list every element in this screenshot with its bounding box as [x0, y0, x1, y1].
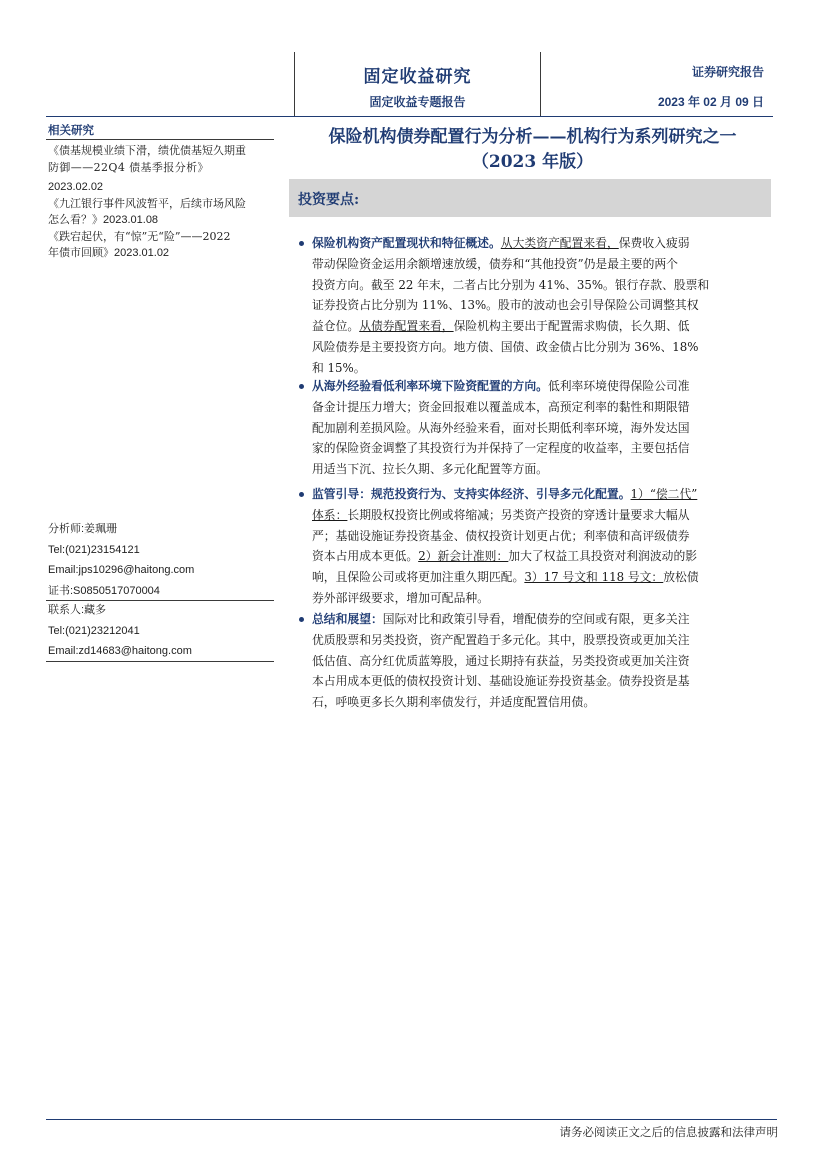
- contact-name: 联系人:藏多: [48, 604, 107, 616]
- paragraph-text: 保费收入疲弱: [618, 236, 690, 250]
- footer-rule: [46, 1119, 777, 1120]
- paragraph-line: [312, 546, 764, 567]
- paragraph-lead: 总结和展望：: [312, 612, 383, 626]
- paragraph-text: 石，呼唤更多长久期利率债发行，并适度配置信用债。: [312, 695, 596, 710]
- paragraph-text: 低估值、高分红优质蓝筹股，通过长期持有获益，另类投资或更加关注资: [312, 653, 690, 668]
- header-right-date: 2023 年 02 月 09 日: [657, 95, 764, 109]
- related-item[interactable]: [48, 143, 270, 196]
- paragraph-line: [312, 459, 764, 480]
- related-item[interactable]: [48, 229, 270, 262]
- related-research-list: [48, 143, 270, 262]
- paragraph-lead: 监管引导：规范投资行为、支持实体经济、引导多元化配置。: [312, 487, 631, 501]
- bullet-icon: [299, 241, 304, 246]
- report-title: [290, 125, 775, 175]
- paragraph-underlined: 3）17 号文和 118 号文：: [524, 570, 664, 585]
- paragraph-text: 益仓位。: [312, 319, 360, 334]
- paragraph-line: [312, 337, 764, 358]
- related-item-date: 2023.01.02: [114, 247, 170, 259]
- paragraph-line: [312, 418, 764, 439]
- header-divider-right: [540, 52, 541, 116]
- contact-email[interactable]: Email:zd14683@haitong.com: [48, 645, 192, 657]
- key-points-label: 投资要点:: [298, 192, 360, 208]
- analyst-name: 分析师:姜珮珊: [48, 523, 118, 535]
- paragraph-line: [312, 651, 764, 672]
- header-divider-left: [294, 52, 295, 116]
- paragraph-lines: [312, 233, 764, 379]
- paragraph-line: [312, 505, 764, 526]
- paragraph-text: 放松债: [663, 570, 699, 585]
- paragraph-line: [312, 630, 764, 651]
- related-item-date: 2023.01.08: [103, 214, 159, 226]
- paragraph-regulation: [312, 484, 764, 609]
- paragraph-text: 配加剧利差损风险。从海外经验来看，面对长期低利率环境，海外发达国: [312, 420, 690, 435]
- paragraph-text: 长期股权投资比例或将缩减；另类资产投资的穿透计量要求大幅从: [347, 507, 690, 522]
- report-title-line2: （2023 年版）: [471, 152, 594, 172]
- paragraph-text: 证券投资占比分别为 11%、13%。股市的波动也会引导保险公司调整其权: [312, 298, 699, 313]
- contact-rule: [46, 661, 274, 662]
- related-item-title: 《九江银行事件风波暂平，后续市场风险: [48, 196, 246, 210]
- contact-block: [48, 600, 274, 662]
- paragraph-text: 优质股票和另类投资，资产配置趋于多元化。其中，股票投资或更加关注: [312, 632, 690, 647]
- bullet-icon: [299, 384, 304, 389]
- paragraph-lines: [312, 484, 764, 609]
- paragraph-underlined: 2）新会计准则：: [418, 549, 509, 564]
- related-item-title: 《债基规模业绩下滑，绩优债基短久期重: [48, 144, 246, 157]
- related-item-date: 2023.02.02: [48, 181, 104, 193]
- key-points-bar: [289, 179, 771, 217]
- paragraph-text: 加大了权益工具投资对利润波动的影: [508, 549, 698, 564]
- bullet-icon: [299, 492, 304, 497]
- header-rule: [46, 116, 773, 117]
- bullet-icon: [299, 617, 304, 622]
- paragraph-overseas-experience: [312, 376, 764, 480]
- report-title-line1: 保险机构债券配置行为分析——机构行为系列研究之一: [328, 127, 737, 147]
- related-item-title: 年债市回顾》: [48, 246, 114, 259]
- paragraph-underlined: 体系：: [312, 507, 348, 522]
- footer-disclaimer: 请务必阅读正文之后的信息披露和法律声明: [559, 1125, 778, 1139]
- related-research-rule: [46, 139, 274, 140]
- paragraph-line: [312, 254, 764, 275]
- paragraph-text: 国际对比和政策引导看，增配债券的空间或有限，更多关注: [382, 612, 690, 626]
- header-left-title: 固定收益研究: [363, 67, 472, 87]
- paragraph-text: 投资方向。截至 22 年末，二者占比分别为 41%、35%。银行存款、股票和: [312, 277, 710, 292]
- paragraph-text: 响，且保险公司或将更加注重久期匹配。: [312, 570, 525, 585]
- paragraph-text: 低利率环境使得保险公司准: [547, 379, 690, 393]
- paragraph-underlined: 从大类资产配置来看，: [500, 236, 619, 250]
- header-left-subtitle: 固定收益专题报告: [369, 95, 466, 109]
- analyst-block: [48, 519, 274, 601]
- paragraph-line: [312, 316, 764, 337]
- paragraph-text: 风险债券是主要投资方向。地方债、国债、政金债占比分别为 36%、18%: [312, 339, 699, 354]
- paragraph-line: [312, 397, 764, 418]
- paragraph-line: [312, 671, 764, 692]
- paragraph-text: 备金计提压力增大；资金回报难以覆盖成本，高预定利率的黏性和期限错: [312, 399, 690, 414]
- analyst-cert: 证书:S0850517070004: [48, 584, 160, 597]
- paragraph-line: [312, 609, 764, 630]
- related-item-title: 《跌宕起伏，有“惊”无“险”——2022: [48, 229, 231, 243]
- paragraph-line: [312, 295, 764, 316]
- related-item-title: 防御——22Q4 债基季报分析》: [48, 160, 209, 174]
- paragraph-text: 用适当下沉、拉长久期、多元化配置等方面。: [312, 462, 548, 477]
- paragraph-text: 券外部评级要求，增加可配品种。: [312, 590, 489, 605]
- paragraph-line: [312, 484, 764, 505]
- paragraph-text: 保险机构主要出于配置需求购债，长久期、低: [453, 319, 690, 334]
- analyst-tel: Tel:(021)23154121: [48, 543, 140, 556]
- related-item[interactable]: [48, 196, 270, 229]
- paragraph-line: [312, 376, 764, 397]
- paragraph-underlined: 从债券配置来看，: [359, 319, 454, 334]
- paragraph-line: [312, 588, 764, 609]
- paragraph-lines: [312, 609, 764, 713]
- paragraph-lead: 保险机构资产配置现状和特征概述。: [312, 236, 501, 250]
- paragraph-text: 严；基础设施证券投资基金、债权投资计划更占优；利率债和高评级债券: [312, 528, 690, 543]
- paragraph-text: 家的保险资金调整了其投资行为并保持了一定程度的收益率，主要包括信: [312, 441, 690, 456]
- paragraph-line: [312, 567, 764, 588]
- paragraph-line: [312, 438, 764, 459]
- paragraph-asset-allocation: [312, 233, 764, 379]
- paragraph-underlined: 1）“偿二代”: [630, 487, 698, 501]
- analyst-email[interactable]: Email:jps10296@haitong.com: [48, 564, 195, 576]
- paragraph-summary: [312, 609, 764, 713]
- paragraph-line: [312, 692, 764, 713]
- paragraph-text: 本占用成本更低的债权投资计划、基础设施证券投资基金。债券投资是基: [312, 674, 690, 689]
- paragraph-lines: [312, 376, 764, 480]
- paragraph-line: [312, 233, 764, 254]
- paragraph-lead: 从海外经验看低利率环境下险资配置的方向。: [312, 379, 548, 393]
- paragraph-line: [312, 526, 764, 547]
- paragraph-text: 带动保险资金运用余额增速放缓，债券和“其他投资”仍是最主要的两个: [312, 256, 678, 271]
- contact-tel: Tel:(021)23212041: [48, 624, 140, 637]
- paragraph-text: 资本占用成本更低。: [312, 549, 419, 564]
- related-item-title: 怎么看？》: [48, 213, 103, 226]
- paragraph-line: [312, 275, 764, 296]
- related-research-heading: 相关研究: [48, 123, 94, 137]
- header-right-title: 证券研究报告: [691, 65, 764, 79]
- paragraph-text: 和 15%。: [312, 360, 366, 375]
